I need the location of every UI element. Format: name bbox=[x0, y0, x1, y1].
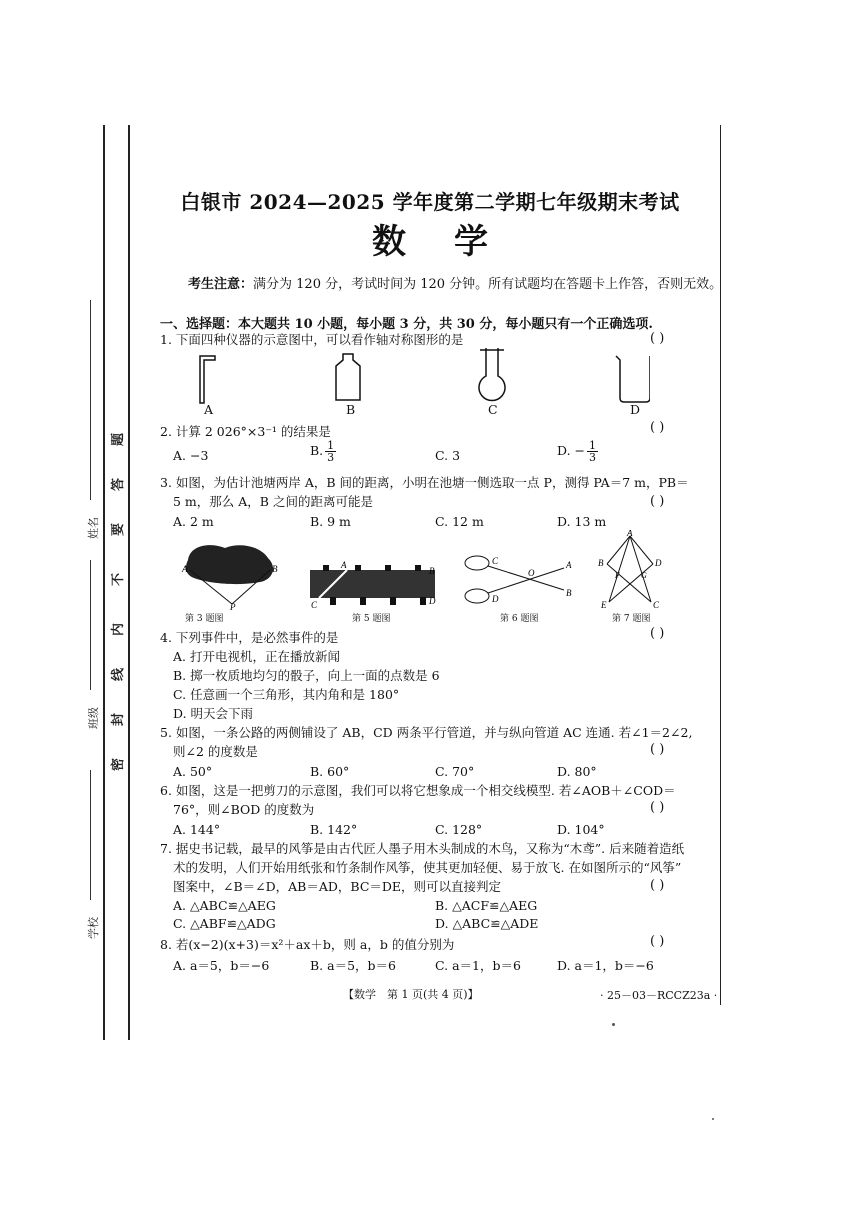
subject-title: 数学 bbox=[372, 222, 536, 262]
q3-answer-paren: ( ) bbox=[650, 494, 665, 509]
q7-option-c: C. △ABF≌△ADG bbox=[173, 916, 276, 931]
class-label: 班级 bbox=[87, 707, 100, 729]
page-number: 【数学 第 1 页(共 4 页)】 bbox=[343, 988, 479, 1001]
q4-option-b: B. 掷一枚质地均匀的骰子，向上一面的点数是 6 bbox=[173, 668, 440, 683]
svg-text:A: A bbox=[341, 560, 347, 570]
q8-option-b: B. a＝5，b＝6 bbox=[310, 958, 396, 973]
seal-char-7: 封 bbox=[111, 712, 127, 727]
q4-answer-paren: ( ) bbox=[650, 626, 665, 641]
q5-option-b: B. 60° bbox=[310, 764, 350, 779]
scan-speck bbox=[612, 1023, 615, 1026]
q5-line1: 5. 如图，一条公路的两侧铺设了 AB，CD 两条平行管道，并与纵向管道 AC 连通. 若∠1＝2∠2, bbox=[160, 725, 693, 740]
svg-text:F: F bbox=[615, 571, 620, 580]
q2-option-b-denominator: 3 bbox=[327, 451, 335, 464]
q2-option-a: A. −3 bbox=[173, 448, 209, 463]
exam-title: 白银市 2024—2025 学年度第二学期七年级期末考试 bbox=[180, 190, 680, 214]
figure-q7-caption: 第 7 题图 bbox=[612, 614, 651, 624]
class-underline bbox=[90, 560, 91, 690]
school-underline bbox=[90, 770, 91, 900]
figure-q3-pond bbox=[180, 540, 285, 610]
svg-text:C: C bbox=[492, 556, 499, 566]
section-heading: 一、选择题：本大题共 10 小题，每小题 3 分，共 30 分，每小题只有一个正确选项. bbox=[160, 317, 653, 332]
svg-text:G: G bbox=[641, 571, 647, 580]
q3-option-c: C. 12 m bbox=[435, 514, 484, 529]
q6-option-a: A. 144° bbox=[173, 822, 221, 837]
svg-text:O: O bbox=[528, 568, 535, 578]
q2-option-b-prefix: B. bbox=[310, 443, 324, 458]
svg-text:D: D bbox=[655, 558, 662, 568]
q6-line1: 6. 如图，这是一把剪刀的示意图，我们可以将它想象成一个相交线模型. 若∠AOB＋∠COD＝ bbox=[160, 783, 676, 798]
q2-option-b-fraction bbox=[325, 440, 336, 463]
q5-option-c: C. 70° bbox=[435, 764, 475, 779]
q2-option-d bbox=[557, 440, 600, 463]
q8-option-d: D. a＝1，b＝−6 bbox=[557, 958, 654, 973]
figure-q7-kite bbox=[595, 530, 665, 610]
q8-text: 8. 若(x−2)(x+3)＝x²＋ax＋b，则 a，b 的值分别为 bbox=[160, 937, 455, 952]
q6-option-b: B. 142° bbox=[310, 822, 358, 837]
q4-option-c: C. 任意画一个三角形，其内角和是 180° bbox=[173, 687, 400, 702]
figure-q6-scissors bbox=[462, 548, 582, 610]
seal-char-1: 题 bbox=[111, 432, 127, 447]
q3-line2: 5 m，那么 A，B 之间的距离可能是 bbox=[173, 494, 373, 509]
figure-q5-caption: 第 5 题图 bbox=[352, 614, 391, 624]
q3-option-a: A. 2 m bbox=[173, 514, 214, 529]
seal-char-8: 密 bbox=[111, 757, 127, 772]
q5-line2: 则∠2 的度数是 bbox=[173, 744, 258, 759]
q3-option-d: D. 13 m bbox=[557, 514, 607, 529]
svg-text:C: C bbox=[653, 600, 660, 610]
q5-option-a: A. 50° bbox=[173, 764, 213, 779]
q1-label-c: C bbox=[488, 402, 498, 417]
q7-option-a: A. △ABC≌△AEG bbox=[173, 898, 276, 913]
q6-option-d: D. 104° bbox=[557, 822, 605, 837]
paper-code: · 25－03－RCCZ23a · bbox=[600, 989, 718, 1002]
svg-text:A: A bbox=[566, 560, 572, 570]
q4-text: 4. 下列事件中，是必然事件的是 bbox=[160, 630, 339, 645]
svg-text:B: B bbox=[566, 588, 572, 598]
q2-option-b-numerator: 1 bbox=[327, 439, 335, 452]
svg-text:B: B bbox=[272, 564, 278, 574]
figure-q3-caption: 第 3 题图 bbox=[185, 614, 224, 624]
seal-char-4: 不 bbox=[111, 572, 127, 587]
notice-label: 考生注意： bbox=[188, 277, 254, 292]
q2-option-b bbox=[310, 440, 338, 463]
q1-answer-paren: ( ) bbox=[650, 331, 665, 346]
svg-text:A: A bbox=[627, 530, 633, 538]
q8-answer-paren: ( ) bbox=[650, 934, 665, 949]
q2-text: 2. 计算 2 026°×3⁻¹ 的结果是 bbox=[160, 424, 331, 439]
q2-option-d-denominator: 3 bbox=[589, 451, 596, 464]
q8-option-a: A. a＝5，b＝−6 bbox=[173, 958, 270, 973]
scan-speck bbox=[712, 1118, 714, 1120]
svg-text:C: C bbox=[311, 600, 318, 610]
q8-option-c: C. a＝1，b＝6 bbox=[435, 958, 521, 973]
seal-char-2: 答 bbox=[111, 477, 127, 492]
q4-option-d: D. 明天会下雨 bbox=[173, 706, 254, 721]
q2-option-d-prefix: D. − bbox=[557, 443, 585, 458]
q7-line2: 术的发明，人们开始用纸张和竹条制作风筝，使其更加轻便、易于放飞. 在如图所示的“风筝” bbox=[173, 860, 682, 875]
svg-text:E: E bbox=[601, 600, 607, 610]
q7-line1: 7. 据史书记载，最早的风筝是由古代匠人墨子用木头制成的木鸟，又称为“木鸢”. 后来随着造纸 bbox=[160, 841, 685, 856]
q7-option-d: D. △ABC≌△ADE bbox=[435, 916, 539, 931]
q1-label-b: B bbox=[346, 402, 356, 417]
q6-line2: 76°，则∠BOD 的度数为 bbox=[173, 802, 315, 817]
q3-line1: 3. 如图，为估计池塘两岸 A，B 间的距离，小明在池塘一侧选取一点 P，测得 PA＝7 m，PB＝ bbox=[160, 475, 689, 490]
q3-option-b: B. 9 m bbox=[310, 514, 351, 529]
svg-text:B: B bbox=[429, 566, 435, 576]
name-label: 姓名 bbox=[87, 517, 100, 539]
q2-option-c: C. 3 bbox=[435, 448, 461, 463]
exam-notice bbox=[188, 273, 722, 292]
q2-option-d-fraction bbox=[587, 440, 598, 463]
figure-q6-caption: 第 6 题图 bbox=[500, 614, 539, 624]
svg-text:A: A bbox=[182, 564, 188, 574]
q2-answer-paren: ( ) bbox=[650, 420, 665, 435]
q5-answer-paren: ( ) bbox=[650, 742, 665, 757]
q7-option-b: B. △ACF≌△AEG bbox=[435, 898, 538, 913]
q1-label-a: A bbox=[204, 402, 214, 417]
q5-option-d: D. 80° bbox=[557, 764, 597, 779]
seal-char-6: 线 bbox=[111, 667, 127, 682]
q4-option-a: A. 打开电视机，正在播放新闻 bbox=[173, 649, 340, 664]
q6-answer-paren: ( ) bbox=[650, 800, 665, 815]
q2-option-d-numerator: 1 bbox=[589, 439, 596, 452]
q1-text: 1. 下面四种仪器的示意图中，可以看作轴对称图形的是 bbox=[160, 332, 464, 347]
q1-label-d: D bbox=[630, 402, 641, 417]
q7-answer-paren: ( ) bbox=[650, 878, 665, 893]
svg-text:D: D bbox=[492, 594, 499, 604]
notice-text: 满分为 120 分，考试时间为 120 分钟。所有试题均在答题卡上作答，否则无效。 bbox=[253, 277, 723, 292]
svg-text:D: D bbox=[429, 596, 436, 606]
q7-line3: 图案中，∠B＝∠D，AB＝AD，BC＝DE，则可以直接判定 bbox=[173, 879, 502, 894]
svg-text:P: P bbox=[230, 602, 236, 610]
name-underline bbox=[90, 300, 91, 500]
school-label: 学校 bbox=[87, 917, 100, 939]
q6-option-c: C. 128° bbox=[435, 822, 483, 837]
figure-q5-road bbox=[305, 560, 440, 610]
q1-figures bbox=[180, 348, 650, 408]
svg-text:B: B bbox=[598, 558, 604, 568]
seal-char-5: 内 bbox=[111, 622, 127, 637]
seal-char-3: 要 bbox=[111, 522, 127, 537]
